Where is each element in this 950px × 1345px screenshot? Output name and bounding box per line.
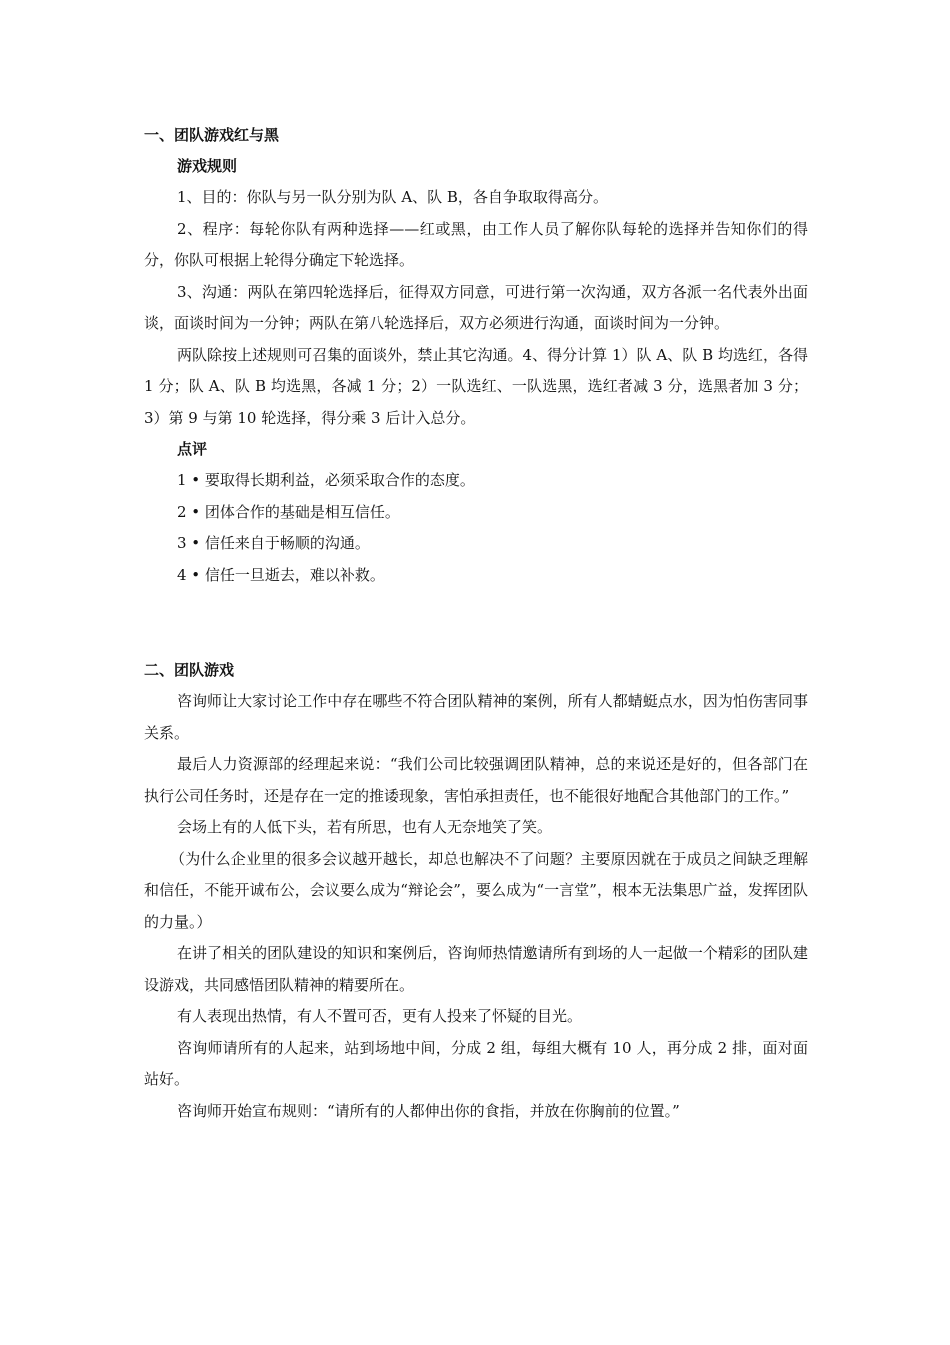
body-paragraph: 最后人力资源部的经理起来说：“我们公司比较强调团队精神，总的来说还是好的，但各部门在执行公司任务时，还是存在一定的推诿现象，害怕承担责任，也不能很好地配合其他部门的工作。” xyxy=(144,755,808,805)
section-spacer xyxy=(144,591,808,655)
section-title-red-black: 一、团队游戏红与黑 xyxy=(144,126,280,144)
comment-item: 3 • 信任来自于畅顺的沟通。 xyxy=(177,534,370,552)
comment-item: 1 • 要取得长期利益，必须采取合作的态度。 xyxy=(177,471,475,489)
body-paragraph: 有人表现出热情，有人不置可否，更有人投来了怀疑的目光。 xyxy=(177,1007,583,1025)
rule-paragraph: 两队除按上述规则可召集的面谈外，禁止其它沟通。4、得分计算 1）队 A、队 B 均选红，各得 1 分；队 A、队 B 均选黑，各减 1 分；2）一队选红、一队选黑，选红者减 3 分，选黑者加 3 分；3）第 9 与第 10 轮选择，得分乘 3 后计入总分。 xyxy=(144,345,808,427)
rule-paragraph: 1、目的：你队与另一队分别为队 A、队 B，各自争取取得高分。 xyxy=(177,188,608,206)
rule-paragraph: 2、程序：每轮你队有两种选择——红或黑，由工作人员了解你队每轮的选择并告知你们的得分，你队可根据上轮得分确定下轮选择。 xyxy=(144,219,808,269)
comment-item: 4 • 信任一旦逝去，难以补救。 xyxy=(177,565,385,584)
comment-item: 2 • 团体合作的基础是相互信任。 xyxy=(177,502,400,521)
rules-heading: 游戏规则 xyxy=(177,157,238,175)
body-paragraph: 咨询师开始宣布规则：“请所有的人都伸出你的食指，并放在你胸前的位置。” xyxy=(177,1101,680,1120)
body-paragraph: 会场上有的人低下头，若有所思，也有人无奈地笑了笑。 xyxy=(177,818,553,836)
document-page xyxy=(144,120,808,1127)
comments-heading: 点评 xyxy=(177,440,208,458)
section-title-team-game: 二、团队游戏 xyxy=(144,661,235,679)
body-paragraph: 咨询师请所有的人起来，站到场地中间，分成 2 组，每组大概有 10 人，再分成 2 排，面对面站好。 xyxy=(144,1038,808,1088)
body-paragraph: （为什么企业里的很多会议越开越长，却总也解决不了问题？主要原因就在于成员之间缺乏理解和信任，不能开诚布公，会议要么成为“辩论会”，要么成为“一言堂”，根本无法集思广益，发挥团队的力量。） xyxy=(144,849,808,931)
body-paragraph: 咨询师让大家讨论工作中存在哪些不符合团队精神的案例，所有人都蜻蜓点水，因为怕伤害同事关系。 xyxy=(144,692,808,742)
body-paragraph: 在讲了相关的团队建设的知识和案例后，咨询师热情邀请所有到场的人一起做一个精彩的团队建设游戏，共同感悟团队精神的精要所在。 xyxy=(144,944,808,994)
rule-paragraph: 3、沟通：两队在第四轮选择后，征得双方同意，可进行第一次沟通，双方各派一名代表外出面谈，面谈时间为一分钟；两队在第八轮选择后，双方必须进行沟通，面谈时间为一分钟。 xyxy=(144,282,808,332)
